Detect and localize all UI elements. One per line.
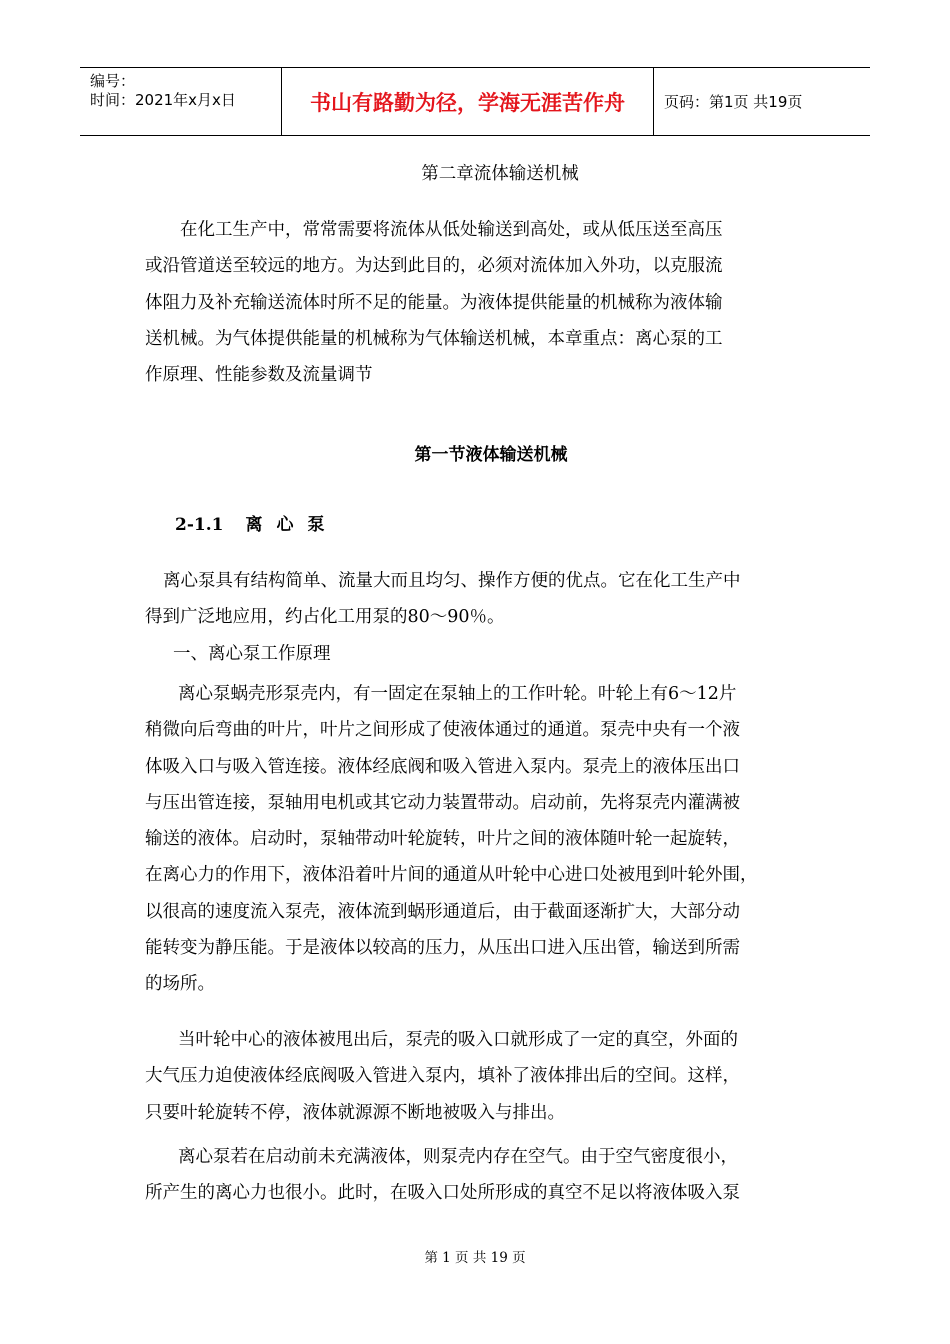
intro-paragraph	[145, 212, 805, 393]
paragraph-line: 离心泵具有结构简单、流量大而且均匀、操作方便的优点。它在化工生产中	[163, 571, 741, 591]
intro-line: 或沿管道送至较远的地方。为达到此目的，必须对流体加入外功，以克服流	[145, 256, 723, 277]
paragraph-line: 当叶轮中心的液体被甩出后，泵壳的吸入口就形成了一定的真空，外面的	[178, 1030, 738, 1050]
subsection-heading	[175, 510, 338, 535]
page-footer: 第 1 页 共 19 页	[424, 1250, 526, 1266]
section-title: 第一节液体输送机械	[414, 445, 568, 465]
paragraph-line: 在离心力的作用下，液体沿着叶片间的通道从叶轮中心进口处被甩到叶轮外围，	[145, 865, 758, 886]
paragraph-line: 所产生的离心力也很小。此时，在吸入口处所形成的真空不足以将液体吸入泵	[145, 1183, 740, 1204]
header-meta	[80, 68, 282, 135]
paragraph-1	[145, 563, 805, 636]
intro-line: 送机械。为气体提供能量的机械称为气体输送机械，本章重点：离心泵的工	[145, 328, 723, 349]
paragraph-line: 与压出管连接，泵轴用电机或其它动力装置带动。启动前，先将泵壳内灌满被	[145, 792, 740, 813]
intro-line: 体阻力及补充输送流体时所不足的能量。为液体提供能量的机械称为液体输	[145, 292, 723, 313]
document-time-label: 时间：2021年x月x日	[90, 91, 236, 109]
paragraph-line: 体吸入口与吸入管连接。液体经底阀和吸入管进入泵内。泵壳上的液体压出口	[145, 756, 740, 777]
heading-working-principle	[145, 636, 805, 672]
paragraph-line: 离心泵蜗壳形泵壳内，有一固定在泵轴上的工作叶轮。叶轮上有6～12片	[178, 684, 737, 704]
heading-text: 一、离心泵工作原理	[173, 644, 331, 664]
paragraph-line: 输送的液体。启动时，泵轴带动叶轮旋转，叶片之间的液体随叶轮一起旋转，	[145, 829, 740, 850]
document-number-label: 编号：	[90, 72, 136, 90]
intro-line: 作原理、性能参数及流量调节	[145, 365, 373, 386]
paragraph-line: 以很高的速度流入泵壳，液体流到蜗形通道后，由于截面逐渐扩大，大部分动	[145, 901, 740, 922]
chapter-title: 第二章流体输送机械	[421, 164, 579, 184]
paragraph-line: 能转变为静压能。于是液体以较高的压力，从压出口进入压出管，输送到所需	[145, 938, 740, 959]
paragraph-line: 稍微向后弯曲的叶片，叶片之间形成了使液体通过的通道。泵壳中央有一个液	[145, 720, 740, 741]
paragraph-line: 大气压力迫使液体经底阀吸入管进入泵内，填补了液体排出后的空间。这样，	[145, 1066, 740, 1087]
paragraph-3	[145, 1022, 805, 1131]
paragraph-line: 的场所。	[145, 974, 215, 995]
paragraph-4	[145, 1139, 805, 1212]
header-motto: 书山有路勤为径，学海无涯苦作舟	[282, 68, 654, 135]
subsection-number: 2-1.1	[175, 515, 224, 535]
subsection-title: 离心泵	[245, 515, 339, 535]
header-page-label: 页码：第1页 共19页	[664, 93, 803, 111]
intro-line: 在化工生产中，常常需要将流体从低处输送到高处，或从低压送至高压	[180, 220, 723, 240]
paragraph-2	[145, 676, 805, 1003]
paragraph-line: 只要叶轮旋转不停，液体就源源不断地被吸入与排出。	[145, 1102, 565, 1123]
paragraph-line: 离心泵若在启动前未充满液体，则泵壳内存在空气。由于空气密度很小，	[178, 1147, 738, 1167]
page-header	[80, 67, 870, 136]
paragraph-line: 得到广泛地应用，约占化工用泵的80～90％。	[145, 607, 505, 628]
